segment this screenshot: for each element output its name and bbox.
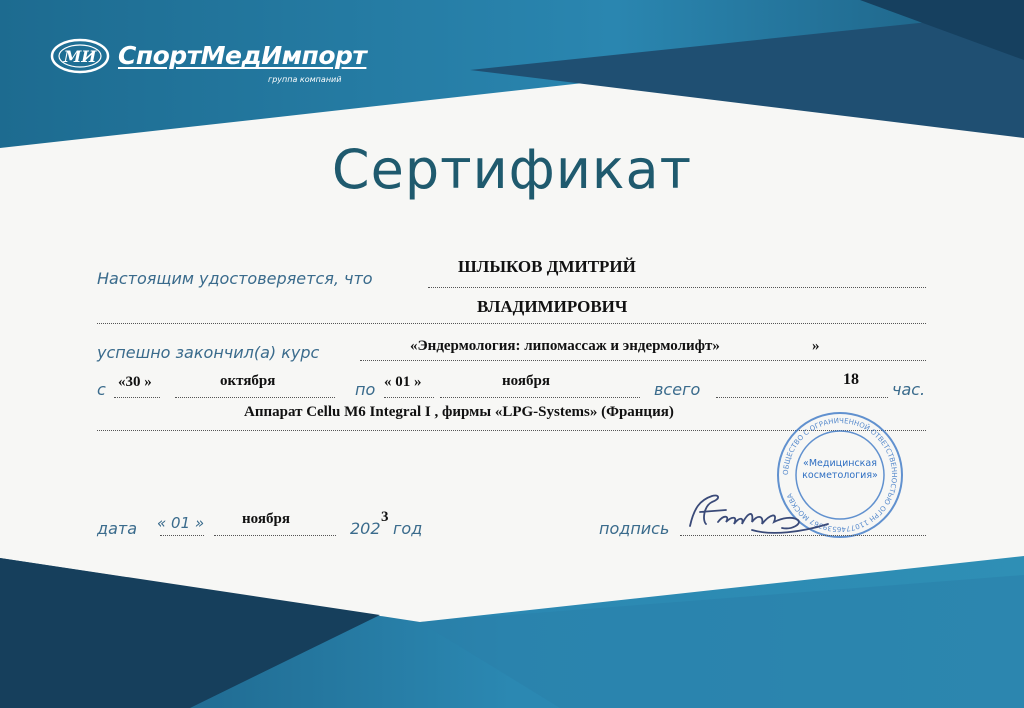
date-label: дата (97, 519, 137, 538)
date-day-line (160, 535, 204, 536)
hours-line (716, 397, 888, 398)
date-month-line (214, 535, 336, 536)
date-day: « 01 » (157, 514, 205, 532)
total-label: всего (654, 380, 701, 399)
recipient-name-2: ВЛАДИМИРОВИЧ (477, 297, 628, 316)
signature-label: подпись (599, 519, 670, 538)
hours-unit: час. (892, 380, 926, 399)
total-hours: 18 (843, 371, 859, 388)
from-day-line (114, 397, 160, 398)
svg-text:ОБЩЕСТВО С ОГРАНИЧЕННОЙ ОТВЕТС: ОБЩЕСТВО С ОГРАНИЧЕННОЙ ОТВЕТСТВЕННОСТЬЮ ОГРН 1107746539367 МОСКВА (781, 416, 899, 534)
signature-scribble (682, 486, 842, 548)
certificate-title: Сертификат (331, 138, 693, 201)
date-month: ноября (242, 511, 290, 527)
recipient-line-2 (97, 323, 926, 324)
period-from-month: октября (220, 373, 276, 389)
recipient-line-1 (428, 287, 926, 288)
date-year-label: год (393, 519, 423, 538)
period-to-month: ноября (502, 373, 550, 389)
to-day-line (384, 397, 434, 398)
course-line (360, 360, 926, 361)
to-month-line (440, 397, 640, 398)
company-logo-subtitle: группа компаний (268, 75, 342, 84)
company-logo-icon (50, 37, 110, 75)
date-year-prefix: 202 (350, 519, 381, 538)
recipient-label: Настоящим удостоверяется, что (97, 269, 373, 288)
period-to-day: « 01 » (384, 374, 422, 390)
equipment-text: Аппарат Cellu M6 Integral I , фирмы «LPG-Systems» (Франция) (244, 404, 674, 420)
date-year-suffix: 3 (381, 509, 389, 525)
from-month-line (175, 397, 335, 398)
course-name: «Эндермология: липомассаж и эндермолифт» (410, 338, 720, 354)
course-close-quote: » (812, 338, 820, 354)
period-from-day: «30 » (118, 374, 152, 390)
company-stamp: ОБЩЕСТВО С ОГРАНИЧЕННОЙ ОТВЕТСТВЕННОСТЬЮ ОГРН 1107746539367 МОСКВА «Медицинская косметология» (775, 410, 905, 540)
svg-text:МИ: МИ (63, 47, 97, 66)
company-logo-name: СпортМедИмпорт (118, 41, 367, 70)
period-to-label: по (355, 380, 376, 399)
course-label: успешно закончил(а) курс (97, 343, 320, 362)
recipient-name-1: ШЛЫКОВ ДМИТРИЙ (458, 257, 636, 276)
period-from-label: с (97, 380, 106, 399)
